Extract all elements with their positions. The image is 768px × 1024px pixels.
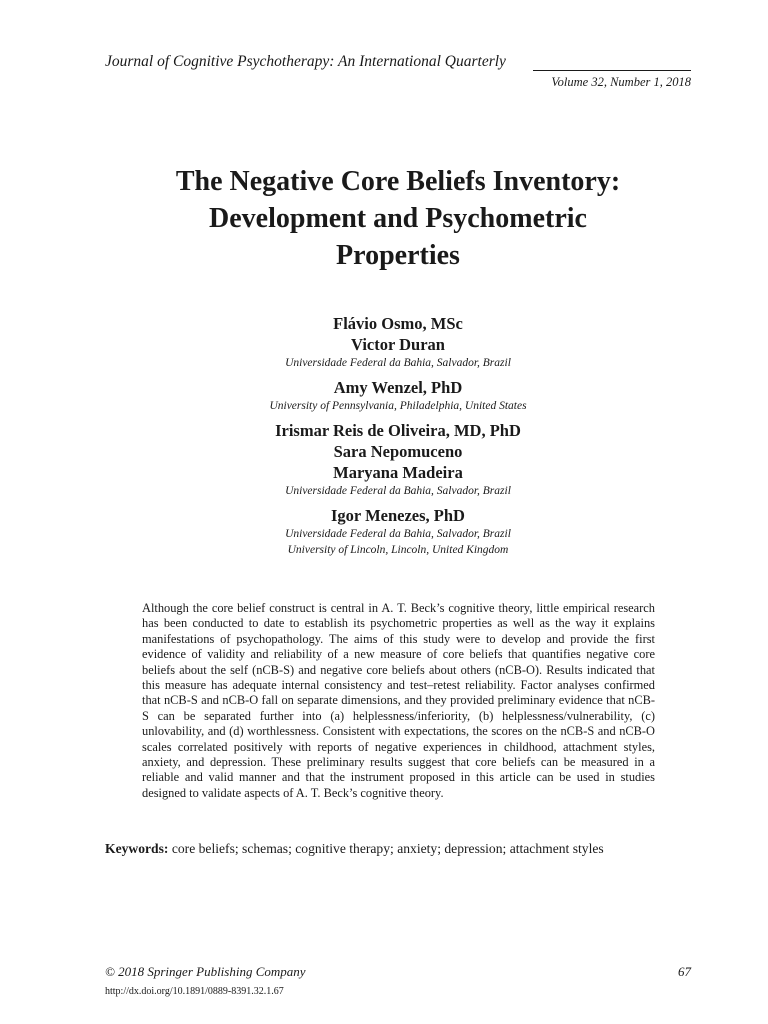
page-number: 67 <box>678 964 691 979</box>
abstract-paragraph: Although the core belief construct is central in A. T. Beck’s cognitive theory, little empirical research has been conducted to date to establish its psychometric properties as well as the way it explains manifestations of psychopathology. The aims of this study were to develop and provide the first evidence of validity and reliability of a new measure of core beliefs that quantifies negative core beliefs about the self (nCB-S) and negative core beliefs about others (nCB-O). Results indicated that this measure has adequate internal consistency and test–retest reliability. Factor analyses confirmed that nCB-S and nCB-O fall on separate dimensions, and they provided preliminary evidence that nCB-S can be separated further into (a) helplessness/inferiority, (b) helplessness/vulnerability, (c) unlovability, and (d) worthlessness. Consistent with expectations, the scores on the nCB-S and nCB-O scales correlated positively with reports of negative experiences in childhood, attachment styles, anxiety, and depression. These preliminary results suggest that core beliefs can be measured in a reliable and valid manner and that the instrument proposed in this article can be used in studies designed to validate aspects of A. T. Beck’s cognitive theory. <box>142 601 655 800</box>
author-affiliation: Universidade Federal da Bahia, Salvador, Brazil <box>285 485 511 497</box>
author-name: Igor Menezes, PhD <box>331 506 465 525</box>
keywords-text: core beliefs; schemas; cognitive therapy; anxiety; depression; attachment styles <box>171 841 604 856</box>
author-name: Victor Duran <box>351 335 445 354</box>
author-affiliation: University of Pennsylvania, Philadelphia, United States <box>269 400 527 412</box>
author-name: Irismar Reis de Oliveira, MD, PhD <box>275 421 521 440</box>
author-group <box>150 377 646 414</box>
author-name: Sara Nepomuceno <box>333 442 463 461</box>
author-name: Maryana Madeira <box>333 463 463 482</box>
author-name: Amy Wenzel, PhD <box>333 378 463 397</box>
author-affiliation: University of Lincoln, Lincoln, United Kingdom <box>287 544 509 556</box>
author-group <box>150 505 646 558</box>
doi-link[interactable]: http://dx.doi.org/10.1891/0889-8391.32.1.67 <box>105 986 284 997</box>
author-affiliation: Universidade Federal da Bahia, Salvador, Brazil <box>285 357 511 369</box>
journal-name: Journal of Cognitive Psychotherapy: An International Quarterly <box>105 53 506 70</box>
journal-volume: Volume 32, Number 1, 2018 <box>551 75 691 89</box>
author-name: Flávio Osmo, MSc <box>333 314 463 333</box>
footer-copyright: © 2018 Springer Publishing Company <box>105 964 306 979</box>
header-rule <box>533 70 691 71</box>
article-title: The Negative Core Beliefs Inventory: Development and Psychometric Properties <box>175 166 621 271</box>
author-affiliation: Universidade Federal da Bahia, Salvador, Brazil <box>285 528 511 540</box>
author-group <box>150 313 646 371</box>
author-list <box>150 313 646 564</box>
author-group <box>150 420 646 499</box>
keywords-line <box>105 840 691 858</box>
journal-header <box>105 52 691 89</box>
keywords-label: Keywords: <box>105 841 169 856</box>
